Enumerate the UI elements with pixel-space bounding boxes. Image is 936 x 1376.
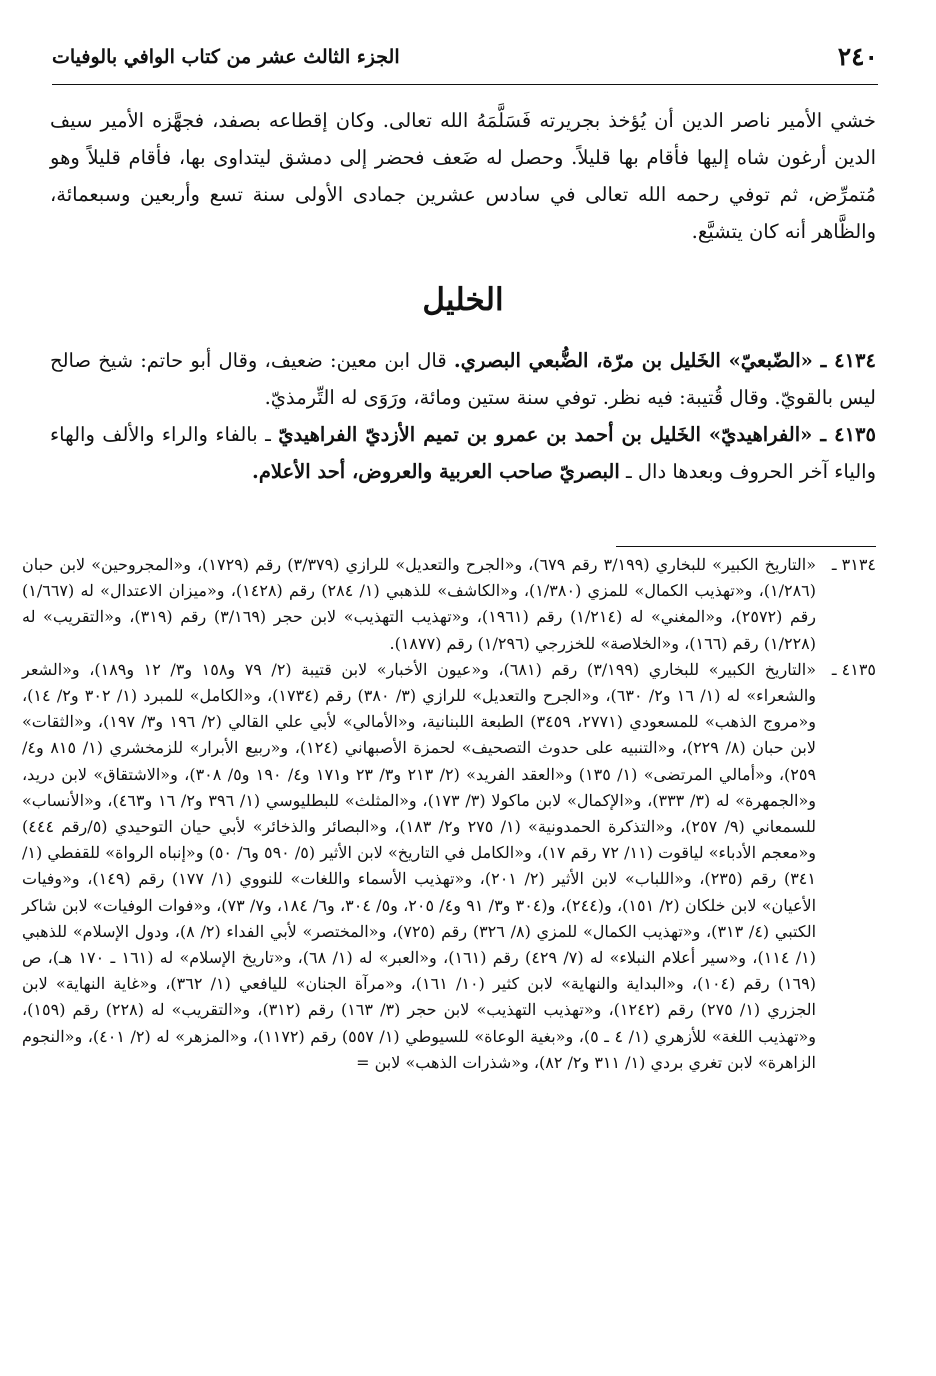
entry-4135-text: ـ بالفاء والراء والألف والهاء والياء آخر الحروف وبعدها دال ـ bbox=[50, 423, 876, 483]
footnote-4135 bbox=[22, 657, 876, 1076]
entry-4134 bbox=[50, 342, 876, 416]
header-divider bbox=[52, 84, 878, 85]
entry-4134-heading: ٤١٣٤ ـ «الضّبعيّ» الخَليل بن مرّة، الضُّبعي البصري. bbox=[453, 349, 876, 372]
footnote-text: «التاريخ الكبير» للبخاري (٣/١٩٩ رقم ٦٧٩)، و«الجرح والتعديل» للرازي (٣/٣٧٩) رقم (١٧٢٩)، و«المجروحين» لابن حبان (١/٢٨٦)، و«تهذيب الكمال» للمزي (١/٣٨٠)، و«الكاشف» للذهبي (١/ ٢٨٤) رقم (١٤٢٨)، و«ميزان الاعتدال» له (١/٦٦٧) رقم (٢٥٧٢)، و«المغني» له (١/٢١٤) رقم (١٩٦١)، و«تهذيب التهذيب» لابن حجر (٣/١٦٩) رقم (٣١٩)، و«التقريب» له (١/٢٢٨) رقم (١٦٦)، و«الخلاصة» للخزرجي (١/٢٩٦) رقم (١٨٧٧). bbox=[22, 555, 817, 653]
main-text bbox=[50, 102, 876, 490]
page-number: ٢٤٠ bbox=[837, 42, 878, 71]
running-title: الجزء الثالث عشر من كتاب الوافي بالوفيات bbox=[52, 46, 400, 68]
footnote-4134 bbox=[22, 552, 876, 657]
footnote-text: «التاريخ الكبير» للبخاري (٣/١٩٩) رقم (٦٨١)، و«عيون الأخبار» لابن قتيبة (٢/ ٧٩ و١٥٨ و٣/ ١٢ و١٨٩)، و«الشعر والشعراء» له (١/ ١٦ و٢/ ٦٣٠)، و«الجرح والتعديل» للرازي (٣/ ٣٨٠) رقم (١٧٣٤)، و«الكامل» للمبرد (١/ ٣٠٢ و٢/ ١٤)، و«مروج الذهب» للمسعودي (٢٧٧١، ٣٤٥٩) الطبعة اللبنانية، و«الأمالي» لأبي علي القالي (٢/ ١٩٦ و٣/ ١٩٧)، و«الثقات» لابن حبان (٨/ ٢٢٩)، و«التنبيه على حدوث التصحيف» لحمزة الأصبهاني (١٢٤)، و«ربيع الأبرار» للزمخشري (١/ ٨١٥ و٤/ ٢٥٩)، و«أمالي المرتضى» (١/ ١٣٥) و«العقد الفريد» (٢/ ٢١٣ و٣/ ٢٣ و١٧١ و٤/ ١٩٠ و٥/ ٣٠٨)، و«الاشتقاق» لابن دريد، و«الجمهرة» له (٣/ ٣٣٣)، و«الإكمال» لابن ماكولا (٣/ ١٧٣)، و«المثلث» للبطليوسي (١/ ٣٩٦ و٢/ ١٦ و٤٦٣)، و«الأنساب» للسمعاني (٩/ ٢٥٧)، و«التذكرة الحمدونية» (١/ ٢٧٥ و٢/ ١٨٣)، و«البصائر والذخائر» لأبي حيان التوحيدي (٥/رقم ٤٤٤) و«معجم الأدباء» لياقوت (١١/ ٧٢ رقم ١٧)، و«الكامل في التاريخ» لابن الأثير (٥/ ٥٩٠ و٦/ ٥٠) و«إنباه الرواة» للقفطي (١/ ٣٤١) رقم (٢٣٥)، و«اللباب» لابن الأثير (٢/ ٢٠١)، و«تهذيب الأسماء واللغات» للنووي (١/ ١٧٧) رقم (١٤٩)، و«وفيات الأعيان» لابن خلكان (٢/ ١٥١)، و(٢٤٤)، و(٣٠٤ و٣/ ٩١ و٤/ ٢٠٥، و٥/ ٣٠٤، و٦/ ١٨٤، و٧/ ٧٣)، و«فوات الوفيات» لابن شاكر الكتبي (٤/ ٣١٣)، و«تهذيب الكمال» للمزي (٨/ ٣٢٦) رقم (٧٢٥)، و«المختصر» لأبي الفداء (٢/ ٨)، ودول الإسلام» للذهبي (١/ ١١٤)، و«سير أعلام النبلاء» له (٧/ ٤٢٩) رقم (١٦١)، و«العبر» له (١/ ٦٨)، و«تاريخ الإسلام» له (١٦١ ـ ١٧٠ هـ)، ص (١٦٩) رقم (١٠٤)، و«البداية والنهاية» لابن كثير (١٠/ ١٦١)، و«مرآة الجنان» لليافعي (١/ ٣٦٢)، و«غاية النهاية» لابن الجزري (١/ ٢٧٥) رقم (١٢٤٢)، و«تهذيب التهذيب» لابن حجر (٣/ ١٦٣) رقم (٣١٢)، و«التقريب» له (٢٢٨) رقم (١٥٩)، و«تهذيب اللغة» للأزهري (١/ ٤ ـ ٥)، و«بغية الوعاة» للسيوطي (١/ ٥٥٧) رقم (١١٧٢)، و«المزهر» له (٢/ ٤٠١)، و«النجوم الزاهرة» لابن تغري بردي (١/ ٣١١ و٢/ ٨٢)، و«شذرات الذهب» لابن = bbox=[22, 659, 817, 1072]
footnote-divider bbox=[616, 546, 876, 547]
page-header bbox=[52, 42, 878, 82]
footnote-number: ٤١٣٥ ـ bbox=[831, 659, 876, 679]
footnotes bbox=[22, 552, 876, 1076]
entry-4135-tail: البصريّ صاحب العربية والعروض، أحد الأعلام. bbox=[252, 460, 620, 483]
entry-4134-text: قال ابن معين: ضعيف، وقال أبو حاتم: شيخ صالح ليس بالقويّ. وقال قُتيبة: فيه نظر. توفي سنة ستين ومائة، ورَوَى له التِّرمذيّ. bbox=[50, 349, 876, 409]
section-title: الخليل bbox=[422, 282, 504, 318]
entry-4135 bbox=[50, 416, 876, 490]
entry-4135-heading: ٤١٣٥ ـ «الفراهيديّ» الخَليل بن أحمد بن عمرو بن تميم الأزديّ الفراهيديّ bbox=[278, 423, 876, 446]
footnote-number: ٣١٣٤ ـ bbox=[831, 555, 876, 574]
body-paragraph: خشي الأمير ناصر الدين أن يُؤخذ بجريرته فَسَلَّمَهُ الله تعالى. وكان إقطاعه بصفد، فجهَّزه الأمير سيف الدين أرغون شاه إليها فأقام بها قليلاً. وحصل له ضَعف فحضر إلى دمشق ليتداوى بها، فأقام قليلاً وهو مُتمرِّض، ثم توفي رحمه الله تعالى في سادس عشرين جمادى الأولى سنة تسع وأربعين وسبعمائة، والظَّاهر أنه كان يتشيَّع. bbox=[50, 109, 876, 243]
